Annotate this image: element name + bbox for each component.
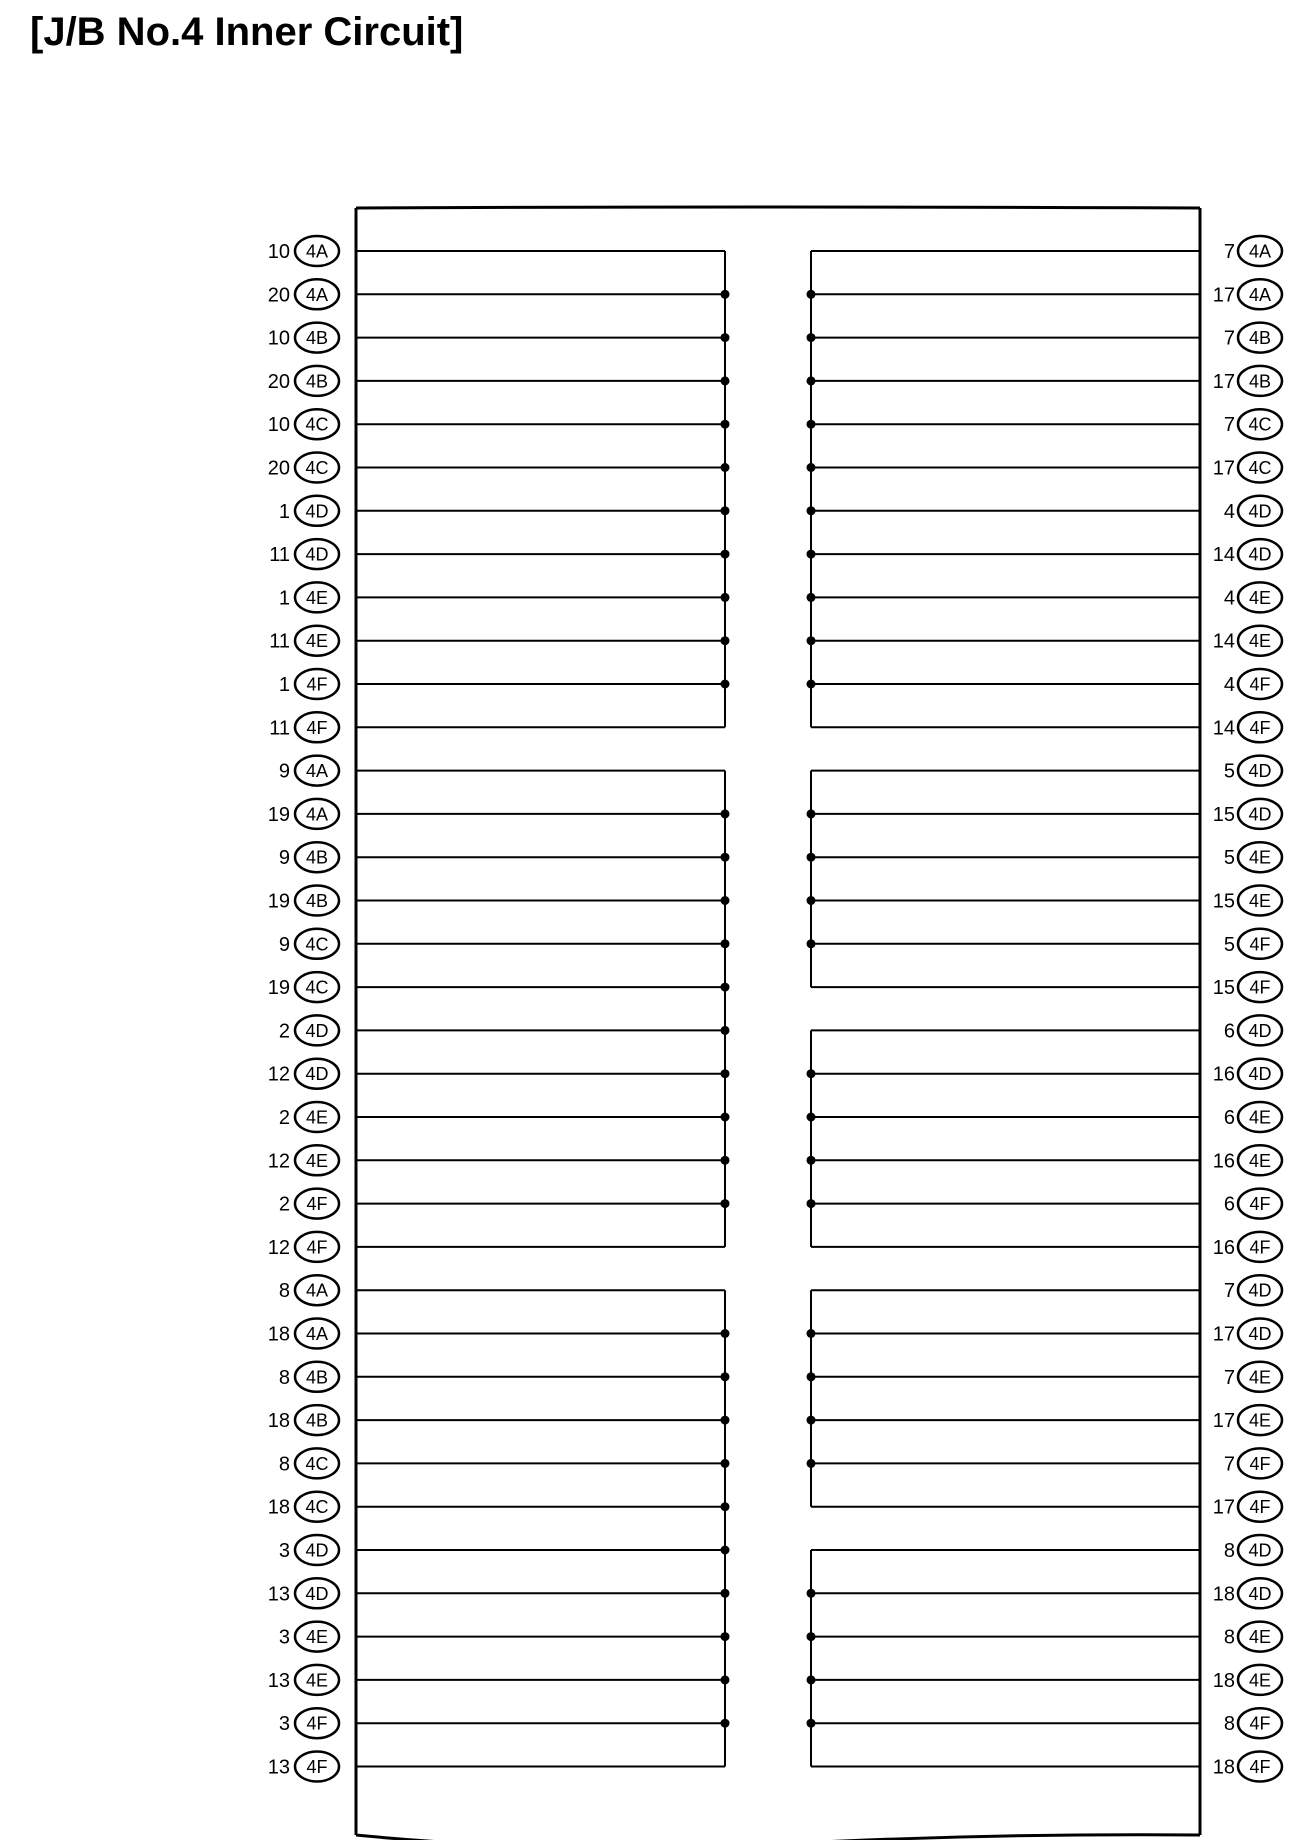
pin-number: 17	[1212, 370, 1235, 393]
terminal	[268, 1578, 339, 1608]
connector-label: 4E	[305, 1627, 329, 1648]
terminal	[1224, 929, 1282, 959]
terminal	[1224, 669, 1282, 699]
junction-dot	[807, 853, 816, 862]
pin-number: 15	[1212, 977, 1235, 1000]
terminal	[1213, 1319, 1282, 1349]
junction-dot	[721, 896, 730, 905]
pin-number: 20	[267, 370, 290, 393]
connector-label: 4D	[1248, 804, 1272, 825]
connector-label: 4F	[306, 1194, 328, 1215]
junction-dot	[721, 333, 730, 342]
junction-dot	[721, 809, 730, 818]
connector-label: 4D	[305, 1583, 329, 1604]
junction-dot	[807, 506, 816, 515]
pin-number: 17	[1212, 284, 1235, 307]
pin-number: 10	[267, 414, 290, 437]
terminal	[269, 539, 339, 569]
junction-dot	[807, 1113, 816, 1122]
pin-number: 4	[1223, 587, 1235, 610]
connector-label: 4D	[1248, 1540, 1272, 1561]
junction-dot	[721, 1069, 730, 1078]
terminal	[279, 1275, 339, 1305]
connector-label: 4A	[305, 804, 329, 825]
pin-number: 14	[1212, 717, 1235, 740]
right-circuit-group	[807, 1275, 1283, 1522]
terminal	[1224, 1448, 1282, 1478]
terminal	[1213, 539, 1282, 569]
pin-number: 13	[267, 1583, 290, 1606]
junction-dot	[807, 1589, 816, 1598]
terminal	[1224, 409, 1282, 439]
connector-label: 4C	[305, 977, 329, 998]
pin-number: 7	[1223, 1366, 1235, 1389]
terminal	[1224, 1015, 1282, 1045]
junction-dot	[807, 1632, 816, 1641]
connector-label: 4D	[1248, 761, 1272, 782]
pin-number: 17	[1212, 1496, 1235, 1519]
junction-dot	[807, 463, 816, 472]
junction-dot	[721, 1329, 730, 1338]
pin-number: 16	[1212, 1236, 1235, 1259]
junction-dot	[721, 1675, 730, 1684]
terminal	[268, 409, 339, 439]
junction-dot	[721, 420, 730, 429]
junction-dot	[807, 550, 816, 559]
connector-label: 4F	[306, 674, 328, 695]
connector-label: 4A	[305, 1324, 329, 1344]
pin-number: 4	[1223, 674, 1235, 696]
left-circuit-group	[268, 236, 730, 742]
pin-number: 8	[278, 1366, 290, 1389]
connector-label: 4F	[1249, 1194, 1271, 1215]
junction-dot	[807, 420, 816, 429]
junction-dot	[807, 376, 816, 385]
junction-dot	[807, 1372, 816, 1381]
connector-label: 4F	[1249, 1713, 1271, 1734]
connector-label: 4E	[305, 1670, 329, 1691]
connector-label: 4F	[306, 1713, 328, 1734]
connector-label: 4B	[305, 1367, 329, 1388]
connector-label: 4D	[1248, 501, 1272, 522]
terminal	[1213, 1665, 1282, 1695]
pin-number: 11	[269, 630, 290, 653]
terminal	[279, 582, 339, 612]
terminal	[1224, 236, 1282, 266]
terminal	[279, 929, 339, 959]
connector-label: 4A	[305, 761, 329, 782]
connector-label: 4E	[1248, 891, 1272, 911]
terminal	[1224, 1622, 1282, 1652]
connector-label: 4F	[1249, 1757, 1271, 1777]
terminal	[268, 366, 339, 396]
pin-number: 3	[278, 1713, 290, 1736]
pin-number: 12	[267, 1150, 290, 1173]
pin-number: 8	[278, 1453, 290, 1476]
connector-label: 4C	[305, 1497, 329, 1518]
junction-dot	[807, 680, 816, 689]
connector-label: 4E	[1248, 1107, 1272, 1128]
junction-dot	[721, 1546, 730, 1555]
terminal	[1213, 1232, 1282, 1262]
connector-label: 4E	[305, 1107, 329, 1128]
connector-label: 4A	[305, 284, 329, 305]
pin-number: 8	[1223, 1540, 1235, 1562]
pin-number: 8	[1223, 1713, 1235, 1736]
connector-label: 4D	[305, 1064, 329, 1085]
connector-label: 4E	[1248, 631, 1272, 652]
pin-number: 9	[278, 760, 290, 783]
junction-dot	[807, 1675, 816, 1684]
junction-dot	[807, 1329, 816, 1338]
terminal	[268, 1059, 339, 1089]
left-terminals	[268, 236, 730, 1782]
junction-dot	[807, 333, 816, 342]
pin-number: 17	[1212, 1410, 1235, 1433]
connector-label: 4E	[1248, 847, 1272, 868]
terminal	[1213, 1752, 1282, 1782]
connector-label: 4A	[1248, 284, 1272, 305]
terminal	[269, 712, 339, 742]
connector-label: 4F	[1249, 1497, 1271, 1518]
pin-number: 15	[1212, 890, 1235, 913]
pin-number: 14	[1212, 544, 1235, 567]
connector-label: 4B	[305, 847, 329, 868]
pin-number: 6	[1223, 1020, 1235, 1043]
connector-label: 4D	[305, 544, 329, 565]
pin-number: 12	[267, 1236, 290, 1259]
pin-number: 12	[267, 1063, 290, 1086]
junction-dot	[721, 1632, 730, 1641]
junction-dot	[721, 463, 730, 472]
junction-dot	[807, 1719, 816, 1728]
junction-dot	[721, 983, 730, 992]
pin-number: 7	[1223, 327, 1235, 350]
junction-dot	[721, 506, 730, 515]
pin-number: 17	[1212, 1323, 1235, 1346]
pin-number: 2	[278, 1193, 290, 1216]
pin-number: 19	[267, 890, 290, 913]
junction-dot	[721, 1026, 730, 1035]
connector-label: 4E	[305, 631, 329, 652]
terminal	[1224, 1189, 1282, 1219]
pin-number: 18	[267, 1496, 290, 1519]
connector-label: 4F	[306, 1237, 328, 1258]
connector-label: 4D	[1248, 1280, 1272, 1301]
terminal	[268, 1232, 339, 1262]
terminal	[279, 496, 339, 526]
connector-label: 4F	[1249, 717, 1271, 738]
pin-number: 16	[1212, 1150, 1235, 1173]
terminal	[268, 886, 339, 916]
junction-dot	[807, 593, 816, 602]
pin-number: 19	[267, 803, 290, 826]
connector-label: 4B	[305, 1410, 329, 1431]
pin-number: 14	[1212, 630, 1235, 653]
pin-number: 11	[269, 717, 290, 740]
connector-label: 4C	[1248, 414, 1272, 435]
terminal	[1213, 1059, 1282, 1089]
connector-label: 4C	[305, 414, 329, 435]
junction-dot	[807, 1416, 816, 1425]
terminal	[268, 453, 339, 483]
terminal	[268, 1752, 339, 1782]
pin-number: 5	[1223, 847, 1235, 870]
junction-dot	[721, 853, 730, 862]
junction-dot	[721, 1719, 730, 1728]
terminal	[279, 842, 339, 872]
terminal	[279, 1535, 339, 1565]
pin-number: 13	[267, 1669, 290, 1692]
junction-dot	[807, 1459, 816, 1468]
pin-number: 7	[1223, 1280, 1235, 1303]
connector-label: 4B	[305, 891, 329, 911]
connector-label: 4A	[305, 1280, 329, 1301]
junction-dot	[721, 1372, 730, 1381]
pin-number: 18	[267, 1410, 290, 1433]
junction-dot	[721, 939, 730, 948]
junction-block-outline	[356, 207, 1200, 1840]
pin-number: 6	[1223, 1107, 1235, 1129]
pin-number: 18	[267, 1323, 290, 1346]
terminal	[279, 669, 339, 699]
pin-number: 16	[1212, 1063, 1235, 1086]
pin-number: 4	[1223, 500, 1235, 523]
right-circuit-group	[807, 756, 1283, 1003]
junction-dot	[721, 1156, 730, 1165]
pin-number: 9	[278, 933, 290, 956]
terminal	[1213, 626, 1282, 656]
connector-label: 4E	[305, 587, 329, 608]
terminal	[1213, 453, 1282, 483]
terminal	[1224, 1362, 1282, 1392]
connector-label: 4D	[1248, 544, 1272, 565]
connector-label: 4E	[1248, 587, 1272, 608]
terminal	[268, 323, 339, 353]
terminal	[1224, 1102, 1282, 1132]
connector-label: 4F	[306, 1757, 328, 1777]
connector-label: 4B	[1248, 371, 1272, 392]
junction-dot	[721, 376, 730, 385]
junction-dot	[721, 593, 730, 602]
pin-number: 18	[1212, 1583, 1235, 1606]
terminal	[1224, 582, 1282, 612]
terminal	[268, 279, 339, 309]
connector-label: 4F	[1249, 934, 1271, 955]
connector-label: 4F	[1249, 674, 1271, 695]
terminal	[1213, 972, 1282, 1002]
page-title: [J/B No.4 Inner Circuit]	[30, 10, 464, 54]
terminal	[268, 1319, 339, 1349]
terminal	[268, 1665, 339, 1695]
terminal	[268, 1405, 339, 1435]
terminal	[1213, 1578, 1282, 1608]
terminal	[1213, 1492, 1282, 1522]
connector-label: 4C	[305, 934, 329, 955]
terminal	[1213, 799, 1282, 829]
terminal	[279, 1189, 339, 1219]
connector-label: 4D	[305, 1540, 329, 1561]
pin-number: 18	[1212, 1756, 1235, 1779]
pin-number: 2	[278, 1107, 290, 1129]
connector-label: 4D	[1248, 1324, 1272, 1344]
junction-dot	[807, 939, 816, 948]
terminal	[1213, 279, 1282, 309]
connector-label: 4D	[305, 501, 329, 522]
terminal	[279, 1448, 339, 1478]
terminal	[279, 1362, 339, 1392]
pin-number: 7	[1223, 241, 1235, 263]
pin-number: 2	[278, 1020, 290, 1043]
connector-label: 4A	[305, 241, 329, 262]
terminal	[268, 1492, 339, 1522]
terminal	[1213, 1405, 1282, 1435]
pin-number: 3	[278, 1626, 290, 1649]
junction-dot	[807, 290, 816, 299]
terminal	[279, 1708, 339, 1738]
terminal	[268, 799, 339, 829]
connector-label: 4F	[306, 717, 328, 738]
pin-number: 8	[1223, 1626, 1235, 1649]
pin-number: 7	[1223, 1453, 1235, 1476]
terminal	[269, 626, 339, 656]
connector-label: 4F	[1249, 1237, 1271, 1258]
right-circuit-group	[807, 236, 1283, 742]
junction-dot	[721, 550, 730, 559]
pin-number: 5	[1223, 933, 1235, 956]
pin-number: 13	[267, 1756, 290, 1779]
connector-label: 4D	[1248, 1583, 1272, 1604]
connector-label: 4E	[1248, 1670, 1272, 1691]
connector-label: 4C	[305, 1453, 329, 1474]
terminal	[1224, 1275, 1282, 1305]
left-circuit-group	[268, 1275, 730, 1781]
terminal	[1224, 1708, 1282, 1738]
pin-number: 17	[1212, 457, 1235, 480]
pin-number: 15	[1212, 803, 1235, 826]
terminal	[1224, 496, 1282, 526]
terminal	[279, 1015, 339, 1045]
junction-dot	[807, 636, 816, 645]
connector-label: 4A	[1248, 241, 1272, 262]
terminal	[1224, 756, 1282, 786]
pin-number: 20	[267, 284, 290, 307]
pin-number: 10	[267, 241, 290, 263]
terminal	[1213, 1145, 1282, 1175]
junction-dot	[721, 1502, 730, 1511]
connector-label: 4E	[1248, 1150, 1272, 1171]
junction-dot	[807, 809, 816, 818]
terminal	[1213, 366, 1282, 396]
pin-number: 9	[278, 847, 290, 870]
connector-label: 4B	[305, 371, 329, 392]
connector-label: 4F	[1249, 1453, 1271, 1474]
connector-label: 4C	[305, 458, 329, 478]
junction-dot	[721, 1199, 730, 1208]
pin-number: 1	[278, 674, 290, 696]
junction-dot	[721, 1459, 730, 1468]
pin-number: 5	[1223, 760, 1235, 783]
pin-number: 3	[278, 1540, 290, 1562]
junction-dot	[721, 1113, 730, 1122]
junction-dot	[721, 1416, 730, 1425]
connector-label: 4D	[305, 1020, 329, 1041]
terminal	[1224, 323, 1282, 353]
right-circuit-group	[807, 1015, 1283, 1262]
terminal	[1213, 712, 1282, 742]
pin-number: 19	[267, 977, 290, 1000]
terminal	[279, 756, 339, 786]
left-circuit-group	[268, 756, 730, 1262]
pin-number: 11	[269, 544, 290, 567]
terminal	[268, 1145, 339, 1175]
terminal	[268, 972, 339, 1002]
connector-label: 4E	[1248, 1410, 1272, 1431]
terminal	[1224, 842, 1282, 872]
junction-dot	[721, 290, 730, 299]
junction-dot	[721, 1589, 730, 1598]
terminal	[279, 1102, 339, 1132]
right-circuit-group	[807, 1535, 1283, 1782]
junction-dot	[807, 1156, 816, 1165]
pin-number: 7	[1223, 414, 1235, 437]
connector-label: 4E	[1248, 1627, 1272, 1648]
terminal	[1213, 886, 1282, 916]
junction-dot	[807, 1069, 816, 1078]
connector-label: 4D	[1248, 1064, 1272, 1085]
connector-label: 4D	[1248, 1020, 1272, 1041]
connector-label: 4C	[1248, 458, 1272, 478]
pin-number: 18	[1212, 1669, 1235, 1692]
pin-number: 10	[267, 327, 290, 350]
pin-number: 6	[1223, 1193, 1235, 1216]
junction-dot	[721, 636, 730, 645]
terminal	[268, 236, 339, 266]
right-terminals	[807, 236, 1283, 1782]
junction-dot	[807, 896, 816, 905]
connector-label: 4E	[1248, 1367, 1272, 1388]
connector-label: 4E	[305, 1150, 329, 1171]
pin-number: 8	[278, 1280, 290, 1303]
junction-dot	[721, 680, 730, 689]
terminal	[1224, 1535, 1282, 1565]
connector-label: 4B	[305, 328, 329, 349]
connector-label: 4F	[1249, 977, 1271, 998]
connector-label: 4B	[1248, 328, 1272, 349]
pin-number: 20	[267, 457, 290, 480]
pin-number: 1	[278, 500, 290, 523]
junction-dot	[807, 1199, 816, 1208]
pin-number: 1	[278, 587, 290, 610]
terminal	[279, 1622, 339, 1652]
